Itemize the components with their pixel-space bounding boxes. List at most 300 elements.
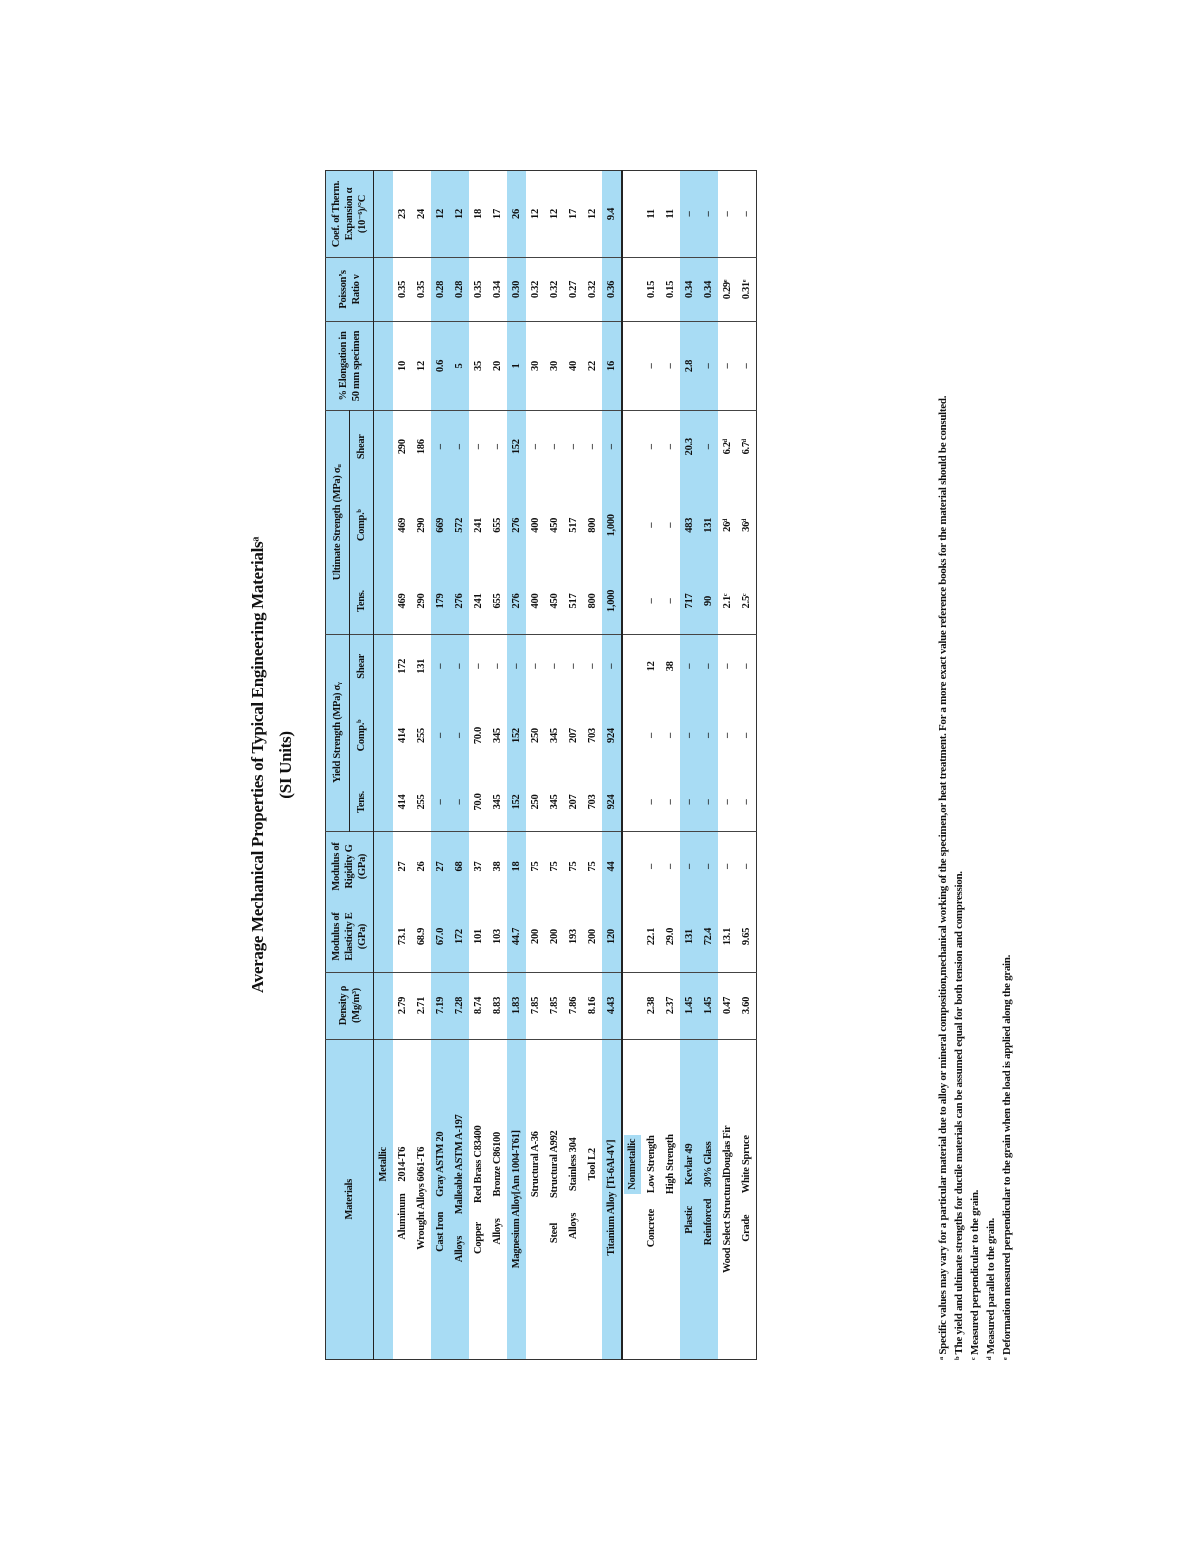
- material-group: Aluminum: [397, 1193, 408, 1240]
- value-cell: [374, 411, 394, 483]
- table-row: [469, 171, 488, 1360]
- value-cell: 12: [450, 171, 469, 258]
- value-cell: [622, 568, 642, 634]
- value-cell: –: [718, 773, 737, 831]
- material-group: Copper: [473, 1221, 484, 1255]
- material-name: Malleable ASTM A-197: [454, 1114, 465, 1215]
- material-name: Structural A992: [549, 1130, 560, 1199]
- material-name: Red Brass C83400: [473, 1125, 484, 1203]
- value-cell: [622, 258, 642, 322]
- value-cell: 16: [602, 322, 622, 411]
- header-poisson: Poisson’s Ratio ν: [326, 258, 374, 322]
- value-cell: –: [492, 663, 503, 669]
- value-cell: 103: [488, 902, 507, 973]
- table-row: [526, 171, 545, 1360]
- value-cell: –: [473, 663, 484, 669]
- value-cell: 0.35: [469, 258, 488, 322]
- value-cell: 75: [568, 861, 579, 872]
- material-group: Alloys: [492, 1218, 503, 1245]
- material-group: Steel: [549, 1223, 560, 1244]
- header-thermal: Coef. of Therm. Expansion α (10⁻⁶)/°C: [326, 171, 374, 258]
- value-cell: –: [431, 411, 450, 483]
- value-cell: 38: [665, 661, 676, 672]
- value-cell: [374, 634, 394, 697]
- value-cell: –: [665, 444, 676, 450]
- value-cell: 18: [507, 831, 526, 902]
- value-cell: –: [699, 411, 718, 483]
- value-cell: 276: [450, 568, 469, 634]
- value-cell: 200: [583, 902, 602, 973]
- value-cell: 1: [507, 322, 526, 411]
- value-cell: –: [722, 733, 733, 739]
- value-cell: 6.2ᵈ: [722, 439, 733, 455]
- properties-table: [325, 170, 757, 1360]
- value-cell: –: [665, 522, 676, 528]
- value-cell: 0.32: [583, 258, 602, 322]
- footnotes: [935, 170, 1015, 1360]
- value-cell: –: [549, 444, 560, 450]
- value-cell: [622, 322, 642, 411]
- material-cell: [564, 1039, 583, 1359]
- material-name: Bronze C86100: [492, 1132, 503, 1197]
- value-cell: 207: [564, 773, 583, 831]
- material-cell: [469, 1039, 488, 1359]
- value-cell: 75: [549, 861, 560, 872]
- value-cell: 120: [602, 902, 622, 973]
- value-cell: 7.28: [450, 972, 469, 1039]
- value-cell: 517: [564, 568, 583, 634]
- value-cell: 101: [469, 902, 488, 973]
- value-cell: 8.83: [488, 972, 507, 1039]
- value-cell: –: [587, 444, 598, 450]
- value-cell: 276: [507, 568, 526, 634]
- value-cell: 152: [507, 773, 526, 831]
- value-cell: [622, 634, 642, 697]
- value-cell: 241: [469, 568, 488, 634]
- value-cell: –: [646, 444, 657, 450]
- value-cell: 12: [583, 171, 602, 258]
- value-cell: 26: [416, 861, 427, 872]
- value-cell: 7.86: [564, 972, 583, 1039]
- value-cell: –: [450, 634, 469, 697]
- value-cell: –: [699, 831, 718, 902]
- value-cell: 9.4: [602, 171, 622, 258]
- material-cell: [737, 1039, 757, 1359]
- value-cell: 0.34: [488, 258, 507, 322]
- value-cell: 172: [450, 902, 469, 973]
- header-density: Density ρ (Mg/m³): [326, 972, 374, 1039]
- value-cell: 924: [602, 698, 622, 774]
- value-cell: –: [699, 322, 718, 411]
- value-cell: –: [602, 634, 622, 697]
- value-cell: 24: [412, 171, 431, 258]
- footnote-c: ᶜ Measured perpendicular to the grain.: [969, 1189, 981, 1360]
- value-cell: 200: [545, 902, 564, 973]
- value-cell: 207: [568, 728, 579, 743]
- value-cell: 75: [530, 861, 541, 872]
- value-cell: 36ᵈ: [741, 518, 752, 532]
- value-cell: 73.1: [393, 902, 412, 973]
- value-cell: –: [568, 663, 579, 669]
- value-cell: 68: [450, 831, 469, 902]
- value-cell: 1.45: [699, 972, 718, 1039]
- value-cell: 9.65: [737, 902, 757, 973]
- value-cell: 30: [526, 322, 545, 411]
- material-group: Reinforced: [703, 1198, 714, 1246]
- value-cell: 131: [680, 902, 699, 973]
- material-group: Wood Select Structural: [722, 1175, 733, 1273]
- value-cell: 290: [397, 439, 408, 455]
- value-cell: –: [737, 773, 757, 831]
- material-name: White Spruce: [741, 1135, 752, 1194]
- value-cell: –: [741, 864, 752, 870]
- value-cell: 400: [530, 517, 541, 533]
- value-cell: 179: [431, 568, 450, 634]
- table-row: [680, 171, 699, 1360]
- value-cell: 7.19: [431, 972, 450, 1039]
- value-cell: 0.32: [545, 258, 564, 322]
- value-cell: 276: [507, 482, 526, 568]
- value-cell: 250: [530, 728, 541, 743]
- value-cell: –: [680, 171, 699, 258]
- value-cell: 414: [397, 728, 408, 743]
- value-cell: 131: [416, 658, 427, 674]
- value-cell: [374, 171, 394, 258]
- value-cell: 450: [545, 568, 564, 634]
- value-cell: 23: [393, 171, 412, 258]
- value-cell: 6.7ᵈ: [741, 439, 752, 455]
- table-row: [450, 171, 469, 1360]
- value-cell: 2.79: [393, 972, 412, 1039]
- header-yield-tens: Tens.: [350, 773, 374, 831]
- material-name: Stainless 304: [568, 1137, 579, 1192]
- value-cell: 68.9: [412, 902, 431, 973]
- value-cell: –: [530, 663, 541, 669]
- value-cell: –: [699, 773, 718, 831]
- value-cell: 0.35: [412, 258, 431, 322]
- page-subtitle: (SI Units): [276, 731, 295, 799]
- material-name: Metallic: [375, 1143, 392, 1185]
- value-cell: 400: [526, 568, 545, 634]
- value-cell: 0.34: [680, 258, 699, 322]
- value-cell: 800: [587, 517, 598, 533]
- footnote-b: ᵇ The yield and ultimate strengths for ductile materials can be assumed equal for both tension and compression.: [953, 871, 965, 1360]
- value-cell: –: [699, 698, 718, 774]
- value-cell: 26: [507, 171, 526, 258]
- value-cell: 8.16: [583, 972, 602, 1039]
- value-cell: 450: [549, 517, 560, 533]
- value-cell: –: [718, 322, 737, 411]
- material-group: Alloys: [568, 1212, 579, 1240]
- value-cell: –: [431, 698, 450, 774]
- value-cell: –: [431, 634, 450, 697]
- value-cell: –: [646, 864, 657, 870]
- material-group: Magnesium Alloy: [511, 1194, 522, 1269]
- value-cell: –: [680, 831, 699, 902]
- value-cell: 0.30: [507, 258, 526, 322]
- value-cell: 414: [393, 773, 412, 831]
- value-cell: [622, 902, 642, 973]
- value-cell: 345: [549, 728, 560, 743]
- value-cell: 7.85: [545, 972, 564, 1039]
- value-cell: 250: [526, 773, 545, 831]
- material-name: Structural A-36: [530, 1131, 541, 1198]
- material-cell: [431, 1039, 450, 1359]
- material-cell: [450, 1039, 469, 1359]
- value-cell: [622, 411, 642, 483]
- footnote-e: ᵉ Deformation measured perpendicular to the grain when the load is applied along the grain.: [1001, 954, 1013, 1360]
- value-cell: 12: [646, 661, 657, 672]
- material-cell: [583, 1039, 602, 1359]
- value-cell: 469: [393, 568, 412, 634]
- value-cell: 72.4: [699, 902, 718, 973]
- value-cell: 255: [416, 728, 427, 743]
- material-cell: [699, 1039, 718, 1359]
- material-cell: [661, 1039, 680, 1359]
- value-cell: 17: [488, 171, 507, 258]
- value-cell: [374, 972, 394, 1039]
- value-cell: 8.74: [469, 972, 488, 1039]
- value-cell: 131: [699, 482, 718, 568]
- material-cell: [374, 1039, 394, 1359]
- value-cell: 345: [492, 728, 503, 743]
- value-cell: 26ᵈ: [722, 518, 733, 532]
- header-yield: Yield Strength (MPa) σᵧ: [326, 634, 350, 831]
- material-group: Wrought Alloys: [416, 1183, 427, 1250]
- table-row: [583, 171, 602, 1360]
- material-name: 2014-T6: [397, 1146, 408, 1182]
- table-row: [507, 171, 526, 1360]
- value-cell: [622, 171, 642, 258]
- value-cell: 345: [545, 773, 564, 831]
- material-cell: [488, 1039, 507, 1359]
- value-cell: 22.1: [642, 902, 661, 973]
- header-ultimate: Ultimate Strength (MPa) σᵤ: [326, 411, 350, 635]
- value-cell: 572: [450, 482, 469, 568]
- table-row: [718, 171, 737, 1360]
- material-name: Nonmetallic: [624, 1135, 641, 1194]
- value-cell: 4.43: [602, 972, 622, 1039]
- value-cell: 12: [431, 171, 450, 258]
- value-cell: 0.6: [431, 322, 450, 411]
- value-cell: 172: [397, 658, 408, 674]
- material-cell: [680, 1039, 699, 1359]
- value-cell: –: [450, 411, 469, 483]
- value-cell: 37: [473, 861, 484, 872]
- value-cell: 2.5ᶜ: [737, 568, 757, 634]
- value-cell: 70.0: [473, 726, 484, 745]
- value-cell: 44.7: [507, 902, 526, 973]
- value-cell: 67.0: [431, 902, 450, 973]
- value-cell: –: [473, 444, 484, 450]
- table-body: [374, 171, 757, 1360]
- value-cell: 1,000: [602, 568, 622, 634]
- material-group: Concrete: [646, 1209, 657, 1248]
- material-name: Kevlar 49: [684, 1143, 695, 1185]
- value-cell: [622, 972, 642, 1039]
- table-row: [737, 171, 757, 1360]
- rotated-page: [240, 170, 1020, 1360]
- value-cell: 924: [602, 773, 622, 831]
- value-cell: 0.47: [718, 972, 737, 1039]
- value-cell: –: [549, 663, 560, 669]
- value-cell: 655: [488, 568, 507, 634]
- value-cell: –: [737, 171, 757, 258]
- header-yield-comp: Comp.ᵇ: [350, 698, 374, 774]
- value-cell: –: [741, 733, 752, 739]
- value-cell: 90: [699, 568, 718, 634]
- value-cell: [622, 773, 642, 831]
- material-name: Tool L2: [587, 1148, 598, 1181]
- value-cell: [622, 698, 642, 774]
- value-cell: 27: [397, 861, 408, 872]
- value-cell: –: [665, 864, 676, 870]
- value-cell: 469: [397, 517, 408, 533]
- value-cell: 11: [661, 171, 680, 258]
- value-cell: 0.15: [661, 258, 680, 322]
- header-modulus-g: Modulus of Rigidity G (GPa): [326, 831, 374, 902]
- value-cell: 2.37: [661, 972, 680, 1039]
- value-cell: 35: [469, 322, 488, 411]
- value-cell: –: [530, 444, 541, 450]
- footnote-d: ᵈ Measured parallel to the grain.: [985, 1218, 997, 1360]
- material-cell: [718, 1039, 737, 1359]
- value-cell: 38: [492, 861, 503, 872]
- table-row: [564, 171, 583, 1360]
- material-group: Cast Iron: [435, 1211, 446, 1252]
- value-cell: 800: [583, 568, 602, 634]
- page-title: Average Mechanical Properties of Typical Engineering Materialsᵃ: [248, 537, 267, 993]
- value-cell: –: [431, 773, 450, 831]
- value-cell: 44: [602, 831, 622, 902]
- value-cell: –: [661, 322, 680, 411]
- value-cell: 255: [412, 773, 431, 831]
- material-name: High Strength: [665, 1134, 676, 1195]
- value-cell: –: [450, 773, 469, 831]
- value-cell: –: [661, 568, 680, 634]
- table-row: [602, 171, 622, 1360]
- value-cell: 20.3: [680, 411, 699, 483]
- material-name: [Ti-6Al-4V]: [606, 1139, 617, 1189]
- value-cell: 0.29ᵉ: [718, 258, 737, 322]
- value-cell: 241: [473, 517, 484, 533]
- header-yield-shear: Shear: [350, 634, 374, 697]
- value-cell: [374, 258, 394, 322]
- value-cell: 20: [488, 322, 507, 411]
- value-cell: 200: [526, 902, 545, 973]
- value-cell: –: [642, 322, 661, 411]
- value-cell: 3.60: [737, 972, 757, 1039]
- header-materials: Materials: [326, 1039, 374, 1359]
- value-cell: –: [741, 663, 752, 669]
- value-cell: [374, 698, 394, 774]
- value-cell: 0.36: [602, 258, 622, 322]
- value-cell: –: [507, 634, 526, 697]
- value-cell: 669: [431, 482, 450, 568]
- value-cell: 29.0: [661, 902, 680, 973]
- material-group: Titanium Alloy: [606, 1191, 617, 1256]
- footnote-a: ᵃ Specific values may vary for a particular material due to alloy or mineral composition,mechanical working of the specimen,or heat treatment. For a more exact value reference books for the material should be consulted.: [937, 395, 949, 1360]
- material-name: [Am 1004-T61]: [511, 1130, 522, 1195]
- value-cell: –: [646, 522, 657, 528]
- value-cell: 345: [488, 773, 507, 831]
- value-cell: –: [722, 864, 733, 870]
- value-cell: –: [661, 773, 680, 831]
- value-cell: 483: [680, 482, 699, 568]
- value-cell: 290: [412, 568, 431, 634]
- value-cell: 0.28: [450, 258, 469, 322]
- value-cell: 655: [492, 517, 503, 533]
- material-cell: [622, 1039, 642, 1359]
- value-cell: –: [642, 568, 661, 634]
- material-cell: [412, 1039, 431, 1359]
- value-cell: 2.1ᶜ: [718, 568, 737, 634]
- value-cell: 1.45: [680, 972, 699, 1039]
- table-row: [412, 171, 431, 1360]
- value-cell: –: [680, 634, 699, 697]
- value-cell: 2.8: [680, 322, 699, 411]
- table-row: [699, 171, 718, 1360]
- value-cell: 703: [587, 728, 598, 743]
- value-cell: 75: [587, 861, 598, 872]
- value-cell: 0.32: [526, 258, 545, 322]
- value-cell: 10: [393, 322, 412, 411]
- material-cell: [642, 1039, 661, 1359]
- value-cell: –: [680, 773, 699, 831]
- value-cell: 70.0: [469, 773, 488, 831]
- value-cell: 193: [564, 902, 583, 973]
- value-cell: 0.28: [431, 258, 450, 322]
- material-group: Plastic: [684, 1206, 695, 1234]
- value-cell: [374, 482, 394, 568]
- material-cell: [526, 1039, 545, 1359]
- material-cell: [507, 1039, 526, 1359]
- value-cell: 0.34: [699, 258, 718, 322]
- value-cell: 290: [416, 517, 427, 533]
- value-cell: 703: [583, 773, 602, 831]
- value-cell: 517: [568, 517, 579, 533]
- header-ult-shear: Shear: [350, 411, 374, 483]
- value-cell: 12: [545, 171, 564, 258]
- value-cell: –: [646, 733, 657, 739]
- value-cell: 2.38: [642, 972, 661, 1039]
- value-cell: –: [699, 634, 718, 697]
- table-row: [488, 171, 507, 1360]
- value-cell: 12: [412, 322, 431, 411]
- material-cell: [545, 1039, 564, 1359]
- value-cell: [622, 482, 642, 568]
- header-ult-comp: Comp.ᵇ: [350, 482, 374, 568]
- value-cell: 40: [564, 322, 583, 411]
- value-cell: 27: [431, 831, 450, 902]
- value-cell: –: [680, 698, 699, 774]
- value-cell: [374, 773, 394, 831]
- value-cell: –: [587, 663, 598, 669]
- value-cell: 22: [583, 322, 602, 411]
- value-cell: –: [722, 663, 733, 669]
- value-cell: –: [737, 322, 757, 411]
- value-cell: 30: [545, 322, 564, 411]
- value-cell: 0.15: [642, 258, 661, 322]
- value-cell: [374, 568, 394, 634]
- value-cell: –: [450, 698, 469, 774]
- value-cell: –: [699, 171, 718, 258]
- header-elongation: % Elongation in 50 mm specimen: [326, 322, 374, 411]
- value-cell: [374, 902, 394, 973]
- material-name: Douglas Fir: [722, 1125, 733, 1176]
- table-row: [622, 171, 642, 1360]
- value-cell: 0.27: [564, 258, 583, 322]
